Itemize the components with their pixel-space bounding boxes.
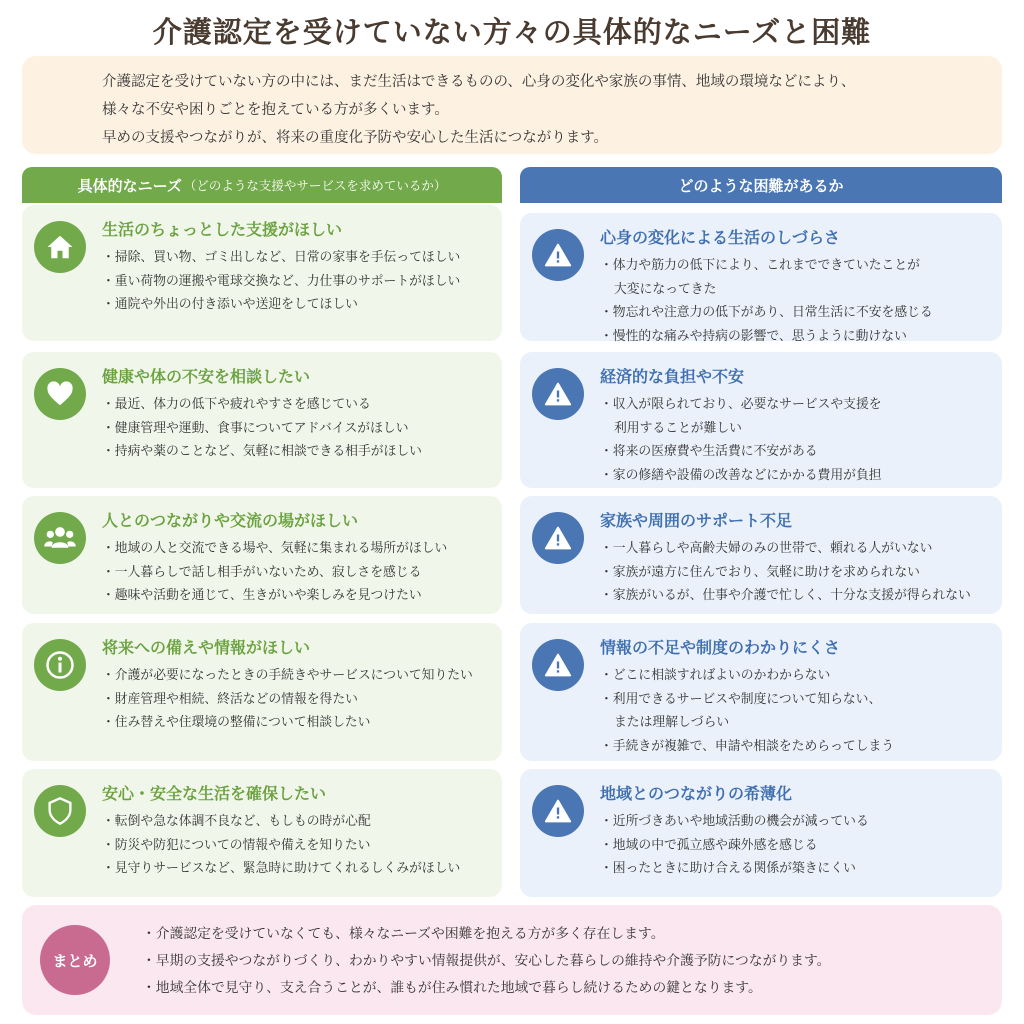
need-item: ・介護が必要になったときの手続きやサービスについて知りたい [102,668,473,683]
difficulty-item: ・収入が限られており、必要なサービスや支援を [600,397,882,412]
warning-icon [532,368,584,420]
difficulty-title: 地域とのつながりの希薄化 [600,784,793,803]
intro-box [22,56,1002,154]
summary-item: ・介護認定を受けていなくても、様々なニーズや困難を抱える方が多く存在します。 [142,926,665,942]
info-icon [34,639,86,691]
difficulty-title: 経済的な負担や不安 [600,367,745,386]
need-card-health [22,352,502,488]
difficulty-item: ・どこに相談すればよいのかわからない [600,668,831,683]
need-title: 人とのつながりや交流の場がほしい [102,511,359,530]
difficulty-card-community [520,769,1002,897]
summary-item: ・地域全体で見守り、支え合うことが、誰もが住み慣れた地域で暮らし続けるための鍵となります。 [142,980,762,996]
need-card-daily-support [22,205,502,341]
need-item: ・住み替えや住環境の整備について相談したい [102,715,371,730]
difficulty-card-information [520,623,1002,761]
need-item: ・重い荷物の運搬や電球交換など、力仕事のサポートがほしい [102,273,461,289]
difficulty-item: ・体力や筋力の低下により、これまでできていたことが [600,258,920,273]
need-item: ・健康管理や運動、食事についてアドバイスがほしい [102,420,409,436]
need-title: 生活のちょっとした支援がほしい [102,220,343,239]
need-item: ・通院や外出の付き添いや送迎をしてほしい [102,297,358,312]
intro-line: 早めの支援やつながりが、将来の重度化予防や安心した生活につながります。 [102,130,609,146]
need-item: ・最近、体力の低下や疲れやすさを感じている [102,397,371,412]
difficulty-item: ・家族がいるが、仕事や介護で忙しく、十分な支援が得られない [600,588,971,603]
shield-icon [34,785,86,837]
warning-icon [532,229,584,281]
difficulty-item: または理解しづらい [614,715,730,730]
difficulty-item: ・一人暮らしや高齢夫婦のみの世帯で、頼れる人がいない [600,541,933,556]
need-item: ・防災や防犯についての情報や備えを知りたい [102,837,371,853]
need-item: ・一人暮らしで話し相手がいないため、寂しさを感じる [102,564,422,580]
difficulty-item: ・困ったときに助け合える関係が築きにくい [600,861,856,876]
difficulty-title: 心身の変化による生活のしづらさ [600,228,841,247]
difficulty-item: ・利用できるサービスや制度について知らない、 [600,691,882,707]
need-item: ・見守りサービスなど、緊急時に助けてくれるしくみがほしい [102,861,461,876]
difficulty-item: ・地域の中で孤立感や疎外感を感じる [600,837,818,853]
difficulty-card-physical [520,213,1002,344]
needs-header-sub: （どのような支援やサービスを求めているか） [183,178,447,193]
difficulty-item: ・慢性的な痛みや持病の影響で、思うように動けない [600,328,907,344]
people-icon [34,512,86,564]
summary-item: ・早期の支援やつながりづくり、わかりやすい情報提供が、安心した暮らしの維持や介護予防につながります。 [142,953,831,969]
intro-line: 様々な不安や困りごとを抱えている方が多くいます。 [102,102,449,118]
needs-header-main: 具体的なニーズ [77,176,182,195]
warning-icon [532,785,584,837]
difficulty-card-financial [520,352,1002,488]
difficulty-card-family [520,496,1002,614]
difficulty-item: ・将来の医療費や生活費に不安がある [600,444,818,459]
difficulty-item: ・家の修繕や設備の改善などにかかる費用が負担 [600,467,882,483]
difficulty-item: ・手続きが複雑で、申請や相談をためらってしまう [600,738,895,754]
difficulties-column-header: どのような困難があるか [520,167,1002,203]
summary-badge: まとめ [40,925,110,995]
need-title: 安心・安全な生活を確保したい [102,784,327,803]
need-item: ・持病や薬のことなど、気軽に相談できる相手がほしい [102,444,422,459]
need-item: ・地域の人と交流できる場や、気軽に集まれる場所がほしい [102,541,448,556]
needs-column-header [22,167,502,203]
difficulty-item: 大変になってきた [614,281,717,297]
intro-line: 介護認定を受けていない方の中には、まだ生活はできるものの、心身の変化や家族の事情、地域の環境などにより、 [102,74,856,90]
difficulty-item: 利用することが難しい [614,420,742,436]
difficulty-title: 家族や周囲のサポート不足 [600,511,793,530]
need-item: ・趣味や活動を通じて、生きがいや楽しみを見つけたい [102,588,422,603]
house-icon [34,221,86,273]
warning-icon [532,639,584,691]
need-title: 健康や体の不安を相談したい [102,367,311,386]
page-title: 介護認定を受けていない方々の具体的なニーズと困難 [152,15,872,49]
need-card-safety [22,769,502,897]
difficulty-item: ・物忘れや注意力の低下があり、日常生活に不安を感じる [600,305,933,320]
warning-icon [532,512,584,564]
difficulty-title: 情報の不足や制度のわかりにくさ [600,638,841,657]
heart-icon [34,368,86,420]
need-item: ・財産管理や相続、終活などの情報を得たい [102,691,358,707]
summary-box [22,905,1002,1015]
need-item: ・転倒や急な体調不良など、もしもの時が心配 [102,814,371,829]
need-item: ・掃除、買い物、ゴミ出しなど、日常の家事を手伝ってほしい [102,250,461,265]
need-card-future [22,623,502,761]
need-card-connection [22,496,502,614]
difficulty-item: ・近所づきあいや地域活動の機会が減っている [600,814,869,829]
need-title: 将来への備えや情報がほしい [102,638,311,657]
difficulty-item: ・家族が遠方に住んでおり、気軽に助けを求められない [600,564,920,580]
